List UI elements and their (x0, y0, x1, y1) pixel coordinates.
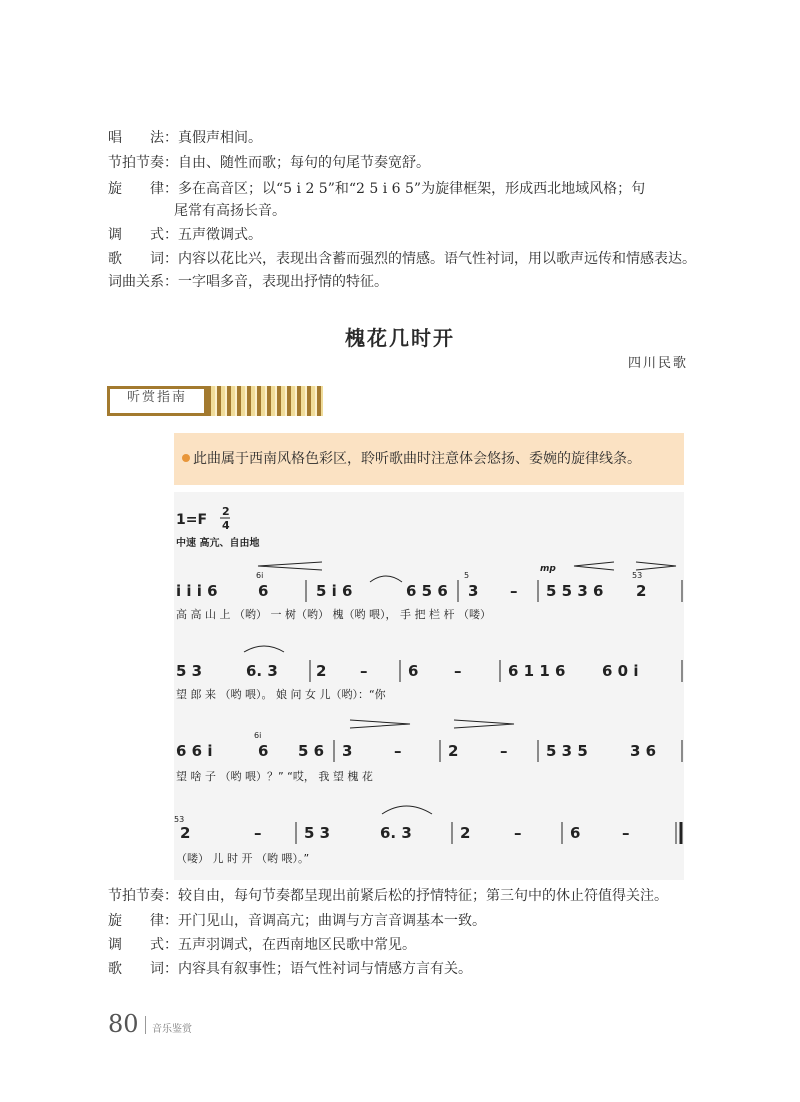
mode-label: 调 式： (108, 227, 178, 243)
note: 6 (258, 582, 269, 600)
lyrics-row (108, 249, 696, 269)
lyrics-line: 高 高 山 上 （哟） 一 树（哟） 槐（哟 喂）， 手 把 栏 杆 （喽） (176, 608, 491, 621)
time-signature-bottom: 4 (222, 519, 230, 532)
lyrics-label: 歌 词： (108, 251, 178, 267)
lyrics-line: 望 啥 子 （哟 喂）？” “哎， 我 望 槐 花 (176, 770, 373, 783)
bullet-dot-icon (182, 454, 190, 462)
music-score (174, 492, 684, 880)
lyrics-line: （喽） 儿 时 开 （哟 喂）。” (176, 852, 310, 865)
bottom-mode-text: 五声羽调式，在西南地区民歌中常见。 (178, 937, 416, 953)
score-tempo: 中速 高亢、自由地 (176, 538, 260, 549)
note-group: 5 6 (298, 742, 325, 760)
guide-box (174, 433, 684, 485)
melody-continuation: 尾常有高扬长音。 (174, 203, 286, 219)
grace-note: 6i (254, 731, 262, 740)
slur (382, 806, 432, 814)
dash: – (360, 662, 368, 680)
note-group: 5 i 6 (316, 582, 353, 600)
note-group: 5 5 3 6 (546, 582, 604, 600)
note-group: 5 3 5 (546, 742, 588, 760)
note-group: 6. 3 (246, 662, 278, 680)
dash: – (500, 742, 508, 760)
decrescendo-mark (636, 562, 676, 570)
guide-label-frame (107, 386, 207, 416)
grace-note: 5 (464, 571, 470, 580)
note: 2 (180, 824, 191, 842)
time-signature-top: 2 (222, 505, 230, 518)
note: 6 (408, 662, 419, 680)
dash: – (454, 662, 462, 680)
note-group: 5 3 (176, 662, 203, 680)
dash: – (514, 824, 522, 842)
slur (244, 646, 284, 652)
bottom-lyrics-label: 歌 词： (108, 961, 178, 977)
mode-text: 五声徵调式。 (178, 227, 262, 243)
book-title: 音乐鉴赏 (152, 1024, 192, 1035)
note-group: 5 3 (304, 824, 331, 842)
note: 2 (460, 824, 471, 842)
score-svg (174, 492, 684, 880)
note: 2 (316, 662, 327, 680)
note: 6 (570, 824, 581, 842)
note-group: 6 0 i (602, 662, 639, 680)
note: 3 (468, 582, 479, 600)
dash: – (394, 742, 402, 760)
guide-label: 听赏指南 (110, 389, 204, 413)
note-group: 6 6 i (176, 742, 213, 760)
bottom-rhythm-label: 节拍节奏： (108, 888, 178, 904)
dash: – (254, 824, 262, 842)
dash: – (622, 824, 630, 842)
song-origin: 四川民歌 (627, 356, 688, 371)
bottom-lyrics-row (108, 959, 472, 979)
guide-stripes-decoration (207, 386, 323, 416)
note: 2 (448, 742, 459, 760)
score-key: 1=F (176, 512, 208, 528)
mode-row (108, 225, 262, 245)
dash: – (510, 582, 518, 600)
score-line-4 (174, 806, 681, 865)
rhythm-row (108, 153, 430, 173)
page-number: 80 (108, 1010, 139, 1038)
bottom-rhythm-row (108, 886, 668, 906)
guide-text: 此曲属于西南风格色彩区，聆听歌曲时注意体会悠扬、委婉的旋律线条。 (193, 451, 641, 467)
bottom-mode-row (108, 935, 416, 955)
note-group: 6 5 6 (406, 582, 448, 600)
note-group: 6 1 1 6 (508, 662, 566, 680)
dynamic-mp: mp (540, 564, 556, 574)
rhythm-text: 自由、随性而歌；每句的句尾节奏宽舒。 (178, 155, 430, 171)
decrescendo-mark (454, 720, 514, 728)
note-group: 6. 3 (380, 824, 412, 842)
decrescendo-mark (350, 720, 410, 728)
rhythm-label: 节拍节奏： (108, 155, 178, 171)
bottom-mode-label: 调 式： (108, 937, 178, 953)
melody-text: 多在高音区；以“5 i 2 5”和“2 5 i 6 5”为旋律框架，形成西北地域风格；句 (178, 181, 646, 197)
bottom-rhythm-text: 较自由，每句节奏都呈现出前紧后松的抒情特征；第三句中的休止符值得关注。 (178, 888, 668, 904)
score-line-3 (176, 731, 682, 783)
bottom-melody-label: 旋 律： (108, 913, 178, 929)
note-group: 3 6 (630, 742, 657, 760)
singing-row (108, 128, 262, 148)
bottom-lyrics-text: 内容具有叙事性；语气性衬词与情感方言有关。 (178, 961, 472, 977)
relation-text: 一字唱多音，表现出抒情的特征。 (178, 274, 388, 290)
score-line-1 (176, 571, 682, 621)
footer-divider (145, 1016, 146, 1034)
singing-label: 唱 法： (108, 130, 178, 146)
slur (370, 576, 402, 582)
note: 6 (258, 742, 269, 760)
note-group: i i i 6 (176, 582, 218, 600)
crescendo-mark (258, 562, 322, 570)
crescendo-mark (574, 562, 614, 570)
melody-label: 旋 律： (108, 181, 178, 197)
melody-row (108, 179, 645, 199)
grace-note: 6i (256, 571, 264, 580)
score-line-2 (176, 646, 682, 701)
note: 3 (342, 742, 353, 760)
grace-note: 53 (632, 571, 643, 580)
relation-row (108, 272, 388, 292)
lyrics-text: 内容以花比兴，表现出含蓄而强烈的情感。语气性衬词，用以歌声远传和情感表达。 (178, 251, 696, 267)
note: 2 (636, 582, 647, 600)
lyrics-line: 望 郎 来 （哟 喂）。 娘 问 女 儿（哟）：“你 (176, 688, 386, 701)
bottom-melody-row (108, 911, 486, 931)
singing-text: 真假声相间。 (178, 130, 262, 146)
bottom-melody-text: 开门见山，音调高亢；曲调与方言音调基本一致。 (178, 913, 486, 929)
song-title: 槐花几时开 (345, 326, 455, 350)
listening-guide-header (107, 386, 323, 416)
relation-label: 词曲关系： (108, 274, 178, 290)
grace-note: 53 (174, 815, 185, 824)
